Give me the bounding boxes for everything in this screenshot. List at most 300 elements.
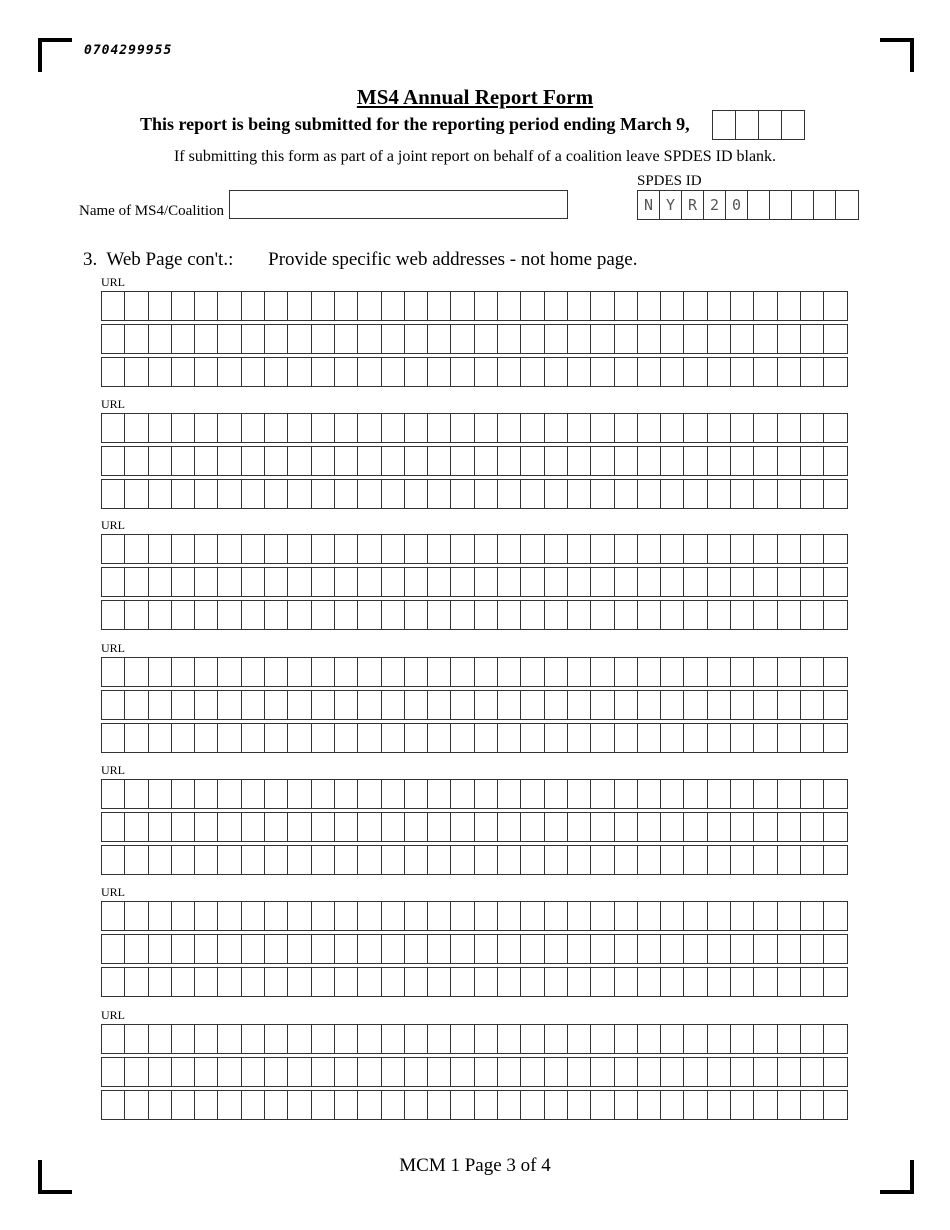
url-char-box[interactable] <box>661 292 684 320</box>
url-char-box[interactable] <box>824 568 846 596</box>
url-char-box[interactable] <box>358 1058 381 1086</box>
url-char-box[interactable] <box>335 1025 358 1053</box>
url-char-box[interactable] <box>312 325 335 353</box>
url-char-box[interactable] <box>824 414 846 442</box>
url-char-box[interactable] <box>591 658 614 686</box>
url-char-box[interactable] <box>684 568 707 596</box>
url-char-box[interactable] <box>428 358 451 386</box>
url-char-box[interactable] <box>288 902 311 930</box>
url-char-box[interactable] <box>149 1091 172 1119</box>
url-char-box[interactable] <box>242 691 265 719</box>
url-char-box[interactable] <box>521 780 544 808</box>
url-input-row[interactable] <box>101 779 848 809</box>
url-char-box[interactable] <box>242 658 265 686</box>
url-char-box[interactable] <box>475 447 498 475</box>
url-char-box[interactable] <box>824 813 846 841</box>
url-char-box[interactable] <box>708 691 731 719</box>
url-char-box[interactable] <box>382 780 405 808</box>
year-digit-box[interactable] <box>736 111 759 139</box>
url-char-box[interactable] <box>312 691 335 719</box>
url-char-box[interactable] <box>265 724 288 752</box>
url-input-row[interactable] <box>101 324 848 354</box>
url-char-box[interactable] <box>242 1058 265 1086</box>
url-input-row[interactable] <box>101 446 848 476</box>
url-char-box[interactable] <box>451 601 474 629</box>
url-char-box[interactable] <box>615 292 638 320</box>
url-char-box[interactable] <box>498 535 521 563</box>
url-char-box[interactable] <box>428 846 451 874</box>
url-char-box[interactable] <box>661 935 684 963</box>
url-char-box[interactable] <box>312 1091 335 1119</box>
url-char-box[interactable] <box>242 968 265 996</box>
url-char-box[interactable] <box>265 658 288 686</box>
url-input-row[interactable] <box>101 413 848 443</box>
url-char-box[interactable] <box>801 658 824 686</box>
url-char-box[interactable] <box>195 1091 218 1119</box>
url-char-box[interactable] <box>638 447 661 475</box>
url-char-box[interactable] <box>172 414 195 442</box>
url-char-box[interactable] <box>708 780 731 808</box>
url-char-box[interactable] <box>218 691 241 719</box>
url-char-box[interactable] <box>731 968 754 996</box>
url-char-box[interactable] <box>824 935 846 963</box>
url-char-box[interactable] <box>545 846 568 874</box>
url-char-box[interactable] <box>545 414 568 442</box>
url-char-box[interactable] <box>312 568 335 596</box>
url-char-box[interactable] <box>451 325 474 353</box>
url-char-box[interactable] <box>195 292 218 320</box>
url-char-box[interactable] <box>335 691 358 719</box>
url-char-box[interactable] <box>568 902 591 930</box>
url-char-box[interactable] <box>218 1058 241 1086</box>
url-char-box[interactable] <box>754 658 777 686</box>
url-char-box[interactable] <box>568 846 591 874</box>
url-char-box[interactable] <box>475 813 498 841</box>
url-char-box[interactable] <box>615 568 638 596</box>
url-char-box[interactable] <box>172 325 195 353</box>
url-char-box[interactable] <box>708 568 731 596</box>
url-char-box[interactable] <box>708 1058 731 1086</box>
url-char-box[interactable] <box>545 935 568 963</box>
url-char-box[interactable] <box>754 535 777 563</box>
url-char-box[interactable] <box>521 292 544 320</box>
url-char-box[interactable] <box>684 846 707 874</box>
url-char-box[interactable] <box>568 601 591 629</box>
url-char-box[interactable] <box>521 902 544 930</box>
url-char-box[interactable] <box>288 813 311 841</box>
url-char-box[interactable] <box>382 414 405 442</box>
url-char-box[interactable] <box>591 1025 614 1053</box>
url-char-box[interactable] <box>405 968 428 996</box>
url-char-box[interactable] <box>545 813 568 841</box>
url-char-box[interactable] <box>545 568 568 596</box>
url-char-box[interactable] <box>568 935 591 963</box>
url-char-box[interactable] <box>638 1025 661 1053</box>
url-char-box[interactable] <box>708 325 731 353</box>
url-char-box[interactable] <box>172 780 195 808</box>
url-char-box[interactable] <box>195 935 218 963</box>
url-char-box[interactable] <box>801 902 824 930</box>
url-char-box[interactable] <box>451 813 474 841</box>
url-char-box[interactable] <box>661 691 684 719</box>
url-char-box[interactable] <box>498 1025 521 1053</box>
url-char-box[interactable] <box>218 658 241 686</box>
url-char-box[interactable] <box>218 813 241 841</box>
url-char-box[interactable] <box>591 1058 614 1086</box>
url-char-box[interactable] <box>218 1091 241 1119</box>
url-char-box[interactable] <box>591 724 614 752</box>
url-char-box[interactable] <box>428 813 451 841</box>
url-char-box[interactable] <box>521 358 544 386</box>
url-char-box[interactable] <box>638 935 661 963</box>
url-char-box[interactable] <box>312 1025 335 1053</box>
url-char-box[interactable] <box>731 568 754 596</box>
url-char-box[interactable] <box>684 968 707 996</box>
url-char-box[interactable] <box>708 292 731 320</box>
url-char-box[interactable] <box>149 1025 172 1053</box>
url-char-box[interactable] <box>312 414 335 442</box>
url-char-box[interactable] <box>149 968 172 996</box>
url-char-box[interactable] <box>382 658 405 686</box>
url-char-box[interactable] <box>358 658 381 686</box>
url-char-box[interactable] <box>335 935 358 963</box>
url-char-box[interactable] <box>451 480 474 508</box>
url-char-box[interactable] <box>405 601 428 629</box>
url-char-box[interactable] <box>195 846 218 874</box>
url-char-box[interactable] <box>684 780 707 808</box>
url-char-box[interactable] <box>288 780 311 808</box>
url-char-box[interactable] <box>615 935 638 963</box>
url-char-box[interactable] <box>615 1025 638 1053</box>
url-char-box[interactable] <box>778 780 801 808</box>
url-char-box[interactable] <box>498 658 521 686</box>
url-input-row[interactable] <box>101 1057 848 1087</box>
url-char-box[interactable] <box>545 480 568 508</box>
url-char-box[interactable] <box>172 1091 195 1119</box>
url-char-box[interactable] <box>382 601 405 629</box>
url-char-box[interactable] <box>358 780 381 808</box>
url-char-box[interactable] <box>102 1025 125 1053</box>
url-char-box[interactable] <box>731 724 754 752</box>
url-char-box[interactable] <box>335 780 358 808</box>
url-char-box[interactable] <box>684 414 707 442</box>
url-char-box[interactable] <box>242 1025 265 1053</box>
url-char-box[interactable] <box>684 535 707 563</box>
url-char-box[interactable] <box>405 691 428 719</box>
url-char-box[interactable] <box>125 813 148 841</box>
url-char-box[interactable] <box>125 658 148 686</box>
url-char-box[interactable] <box>451 780 474 808</box>
spdes-id-char-box[interactable] <box>836 191 858 219</box>
url-char-box[interactable] <box>149 480 172 508</box>
url-char-box[interactable] <box>545 535 568 563</box>
url-char-box[interactable] <box>218 535 241 563</box>
url-char-box[interactable] <box>451 292 474 320</box>
url-char-box[interactable] <box>801 1091 824 1119</box>
url-char-box[interactable] <box>382 480 405 508</box>
url-char-box[interactable] <box>451 935 474 963</box>
url-char-box[interactable] <box>638 535 661 563</box>
url-char-box[interactable] <box>358 902 381 930</box>
url-char-box[interactable] <box>195 568 218 596</box>
url-char-box[interactable] <box>265 1091 288 1119</box>
url-char-box[interactable] <box>684 480 707 508</box>
url-char-box[interactable] <box>568 1091 591 1119</box>
url-char-box[interactable] <box>684 1091 707 1119</box>
url-char-box[interactable] <box>754 358 777 386</box>
url-char-box[interactable] <box>638 724 661 752</box>
url-char-box[interactable] <box>149 780 172 808</box>
url-char-box[interactable] <box>545 968 568 996</box>
url-char-box[interactable] <box>451 691 474 719</box>
url-char-box[interactable] <box>382 935 405 963</box>
url-char-box[interactable] <box>102 535 125 563</box>
url-char-box[interactable] <box>498 447 521 475</box>
url-char-box[interactable] <box>428 1091 451 1119</box>
url-char-box[interactable] <box>218 968 241 996</box>
url-char-box[interactable] <box>358 1091 381 1119</box>
url-char-box[interactable] <box>149 1058 172 1086</box>
url-char-box[interactable] <box>405 1058 428 1086</box>
url-char-box[interactable] <box>708 535 731 563</box>
url-char-box[interactable] <box>801 691 824 719</box>
url-char-box[interactable] <box>638 902 661 930</box>
spdes-id-char-box[interactable]: Y <box>660 191 682 219</box>
url-char-box[interactable] <box>149 724 172 752</box>
url-char-box[interactable] <box>172 568 195 596</box>
url-char-box[interactable] <box>195 968 218 996</box>
url-char-box[interactable] <box>195 1025 218 1053</box>
url-char-box[interactable] <box>731 447 754 475</box>
url-char-box[interactable] <box>708 935 731 963</box>
url-char-box[interactable] <box>102 935 125 963</box>
url-char-box[interactable] <box>102 902 125 930</box>
url-char-box[interactable] <box>451 658 474 686</box>
url-char-box[interactable] <box>125 968 148 996</box>
url-char-box[interactable] <box>638 780 661 808</box>
url-char-box[interactable] <box>125 358 148 386</box>
url-char-box[interactable] <box>824 902 846 930</box>
url-char-box[interactable] <box>684 902 707 930</box>
url-char-box[interactable] <box>615 691 638 719</box>
url-input-row[interactable] <box>101 1090 848 1120</box>
url-char-box[interactable] <box>172 846 195 874</box>
url-char-box[interactable] <box>498 1091 521 1119</box>
url-char-box[interactable] <box>125 1091 148 1119</box>
url-char-box[interactable] <box>824 724 846 752</box>
url-char-box[interactable] <box>335 813 358 841</box>
url-char-box[interactable] <box>801 601 824 629</box>
spdes-id-char-box[interactable] <box>814 191 836 219</box>
url-char-box[interactable] <box>568 1058 591 1086</box>
url-char-box[interactable] <box>312 724 335 752</box>
url-char-box[interactable] <box>824 1058 846 1086</box>
url-char-box[interactable] <box>125 902 148 930</box>
url-char-box[interactable] <box>335 846 358 874</box>
url-char-box[interactable] <box>428 601 451 629</box>
url-char-box[interactable] <box>265 292 288 320</box>
url-char-box[interactable] <box>405 1091 428 1119</box>
url-char-box[interactable] <box>708 1025 731 1053</box>
url-char-box[interactable] <box>521 601 544 629</box>
url-char-box[interactable] <box>638 691 661 719</box>
url-char-box[interactable] <box>475 902 498 930</box>
url-char-box[interactable] <box>358 935 381 963</box>
url-char-box[interactable] <box>195 902 218 930</box>
url-char-box[interactable] <box>265 447 288 475</box>
url-char-box[interactable] <box>661 846 684 874</box>
url-char-box[interactable] <box>172 902 195 930</box>
url-char-box[interactable] <box>405 813 428 841</box>
url-char-box[interactable] <box>754 292 777 320</box>
url-char-box[interactable] <box>218 780 241 808</box>
url-char-box[interactable] <box>661 480 684 508</box>
url-char-box[interactable] <box>335 658 358 686</box>
url-char-box[interactable] <box>475 1025 498 1053</box>
url-char-box[interactable] <box>218 724 241 752</box>
url-char-box[interactable] <box>591 535 614 563</box>
url-char-box[interactable] <box>172 724 195 752</box>
url-char-box[interactable] <box>405 535 428 563</box>
url-char-box[interactable] <box>801 724 824 752</box>
url-char-box[interactable] <box>358 724 381 752</box>
url-char-box[interactable] <box>545 724 568 752</box>
url-char-box[interactable] <box>172 935 195 963</box>
url-char-box[interactable] <box>521 414 544 442</box>
url-char-box[interactable] <box>149 325 172 353</box>
url-char-box[interactable] <box>684 447 707 475</box>
url-char-box[interactable] <box>312 968 335 996</box>
url-char-box[interactable] <box>102 480 125 508</box>
url-char-box[interactable] <box>754 691 777 719</box>
url-char-box[interactable] <box>661 601 684 629</box>
url-char-box[interactable] <box>498 601 521 629</box>
url-char-box[interactable] <box>661 724 684 752</box>
url-char-box[interactable] <box>172 968 195 996</box>
url-char-box[interactable] <box>195 1058 218 1086</box>
year-digit-box[interactable] <box>713 111 736 139</box>
url-char-box[interactable] <box>708 658 731 686</box>
url-char-box[interactable] <box>615 1058 638 1086</box>
url-char-box[interactable] <box>428 1058 451 1086</box>
url-char-box[interactable] <box>242 935 265 963</box>
url-char-box[interactable] <box>615 447 638 475</box>
url-char-box[interactable] <box>335 480 358 508</box>
url-char-box[interactable] <box>591 902 614 930</box>
url-char-box[interactable] <box>149 292 172 320</box>
url-char-box[interactable] <box>521 658 544 686</box>
url-char-box[interactable] <box>358 691 381 719</box>
url-char-box[interactable] <box>615 846 638 874</box>
url-char-box[interactable] <box>824 1025 846 1053</box>
url-char-box[interactable] <box>428 447 451 475</box>
url-char-box[interactable] <box>382 568 405 596</box>
url-char-box[interactable] <box>102 601 125 629</box>
url-char-box[interactable] <box>498 968 521 996</box>
url-char-box[interactable] <box>125 935 148 963</box>
url-char-box[interactable] <box>242 568 265 596</box>
url-char-box[interactable] <box>778 658 801 686</box>
url-char-box[interactable] <box>824 358 846 386</box>
url-char-box[interactable] <box>451 568 474 596</box>
url-char-box[interactable] <box>498 813 521 841</box>
url-char-box[interactable] <box>312 1058 335 1086</box>
url-char-box[interactable] <box>475 968 498 996</box>
url-char-box[interactable] <box>591 780 614 808</box>
spdes-id-char-box[interactable]: R <box>682 191 704 219</box>
url-char-box[interactable] <box>684 658 707 686</box>
url-char-box[interactable] <box>335 535 358 563</box>
url-char-box[interactable] <box>638 1091 661 1119</box>
url-char-box[interactable] <box>335 568 358 596</box>
url-char-box[interactable] <box>218 325 241 353</box>
spdes-id-char-box[interactable] <box>792 191 814 219</box>
url-char-box[interactable] <box>451 846 474 874</box>
url-char-box[interactable] <box>754 968 777 996</box>
url-char-box[interactable] <box>521 535 544 563</box>
url-char-box[interactable] <box>708 813 731 841</box>
url-char-box[interactable] <box>288 1025 311 1053</box>
url-char-box[interactable] <box>382 691 405 719</box>
url-char-box[interactable] <box>218 358 241 386</box>
url-char-box[interactable] <box>149 935 172 963</box>
url-char-box[interactable] <box>591 846 614 874</box>
url-char-box[interactable] <box>521 1025 544 1053</box>
url-char-box[interactable] <box>708 724 731 752</box>
url-char-box[interactable] <box>195 480 218 508</box>
url-char-box[interactable] <box>405 935 428 963</box>
url-char-box[interactable] <box>102 780 125 808</box>
url-char-box[interactable] <box>102 1091 125 1119</box>
url-char-box[interactable] <box>242 414 265 442</box>
url-char-box[interactable] <box>521 480 544 508</box>
url-char-box[interactable] <box>475 358 498 386</box>
url-char-box[interactable] <box>801 1025 824 1053</box>
url-char-box[interactable] <box>149 535 172 563</box>
url-char-box[interactable] <box>335 968 358 996</box>
url-char-box[interactable] <box>824 1091 846 1119</box>
url-char-box[interactable] <box>288 568 311 596</box>
url-char-box[interactable] <box>382 813 405 841</box>
year-digit-box[interactable] <box>782 111 804 139</box>
url-char-box[interactable] <box>288 414 311 442</box>
url-char-box[interactable] <box>288 846 311 874</box>
url-char-box[interactable] <box>638 658 661 686</box>
url-char-box[interactable] <box>801 568 824 596</box>
url-char-box[interactable] <box>382 535 405 563</box>
url-char-box[interactable] <box>312 846 335 874</box>
url-char-box[interactable] <box>801 447 824 475</box>
url-char-box[interactable] <box>195 535 218 563</box>
url-char-box[interactable] <box>778 902 801 930</box>
url-char-box[interactable] <box>102 724 125 752</box>
url-char-box[interactable] <box>172 480 195 508</box>
url-char-box[interactable] <box>545 325 568 353</box>
url-char-box[interactable] <box>754 813 777 841</box>
url-char-box[interactable] <box>265 535 288 563</box>
url-char-box[interactable] <box>638 358 661 386</box>
url-char-box[interactable] <box>451 1091 474 1119</box>
url-char-box[interactable] <box>382 968 405 996</box>
url-char-box[interactable] <box>288 601 311 629</box>
url-char-box[interactable] <box>242 535 265 563</box>
url-char-box[interactable] <box>288 1058 311 1086</box>
url-char-box[interactable] <box>288 325 311 353</box>
url-input-row[interactable] <box>101 967 848 997</box>
url-char-box[interactable] <box>265 935 288 963</box>
url-char-box[interactable] <box>382 447 405 475</box>
url-char-box[interactable] <box>265 414 288 442</box>
